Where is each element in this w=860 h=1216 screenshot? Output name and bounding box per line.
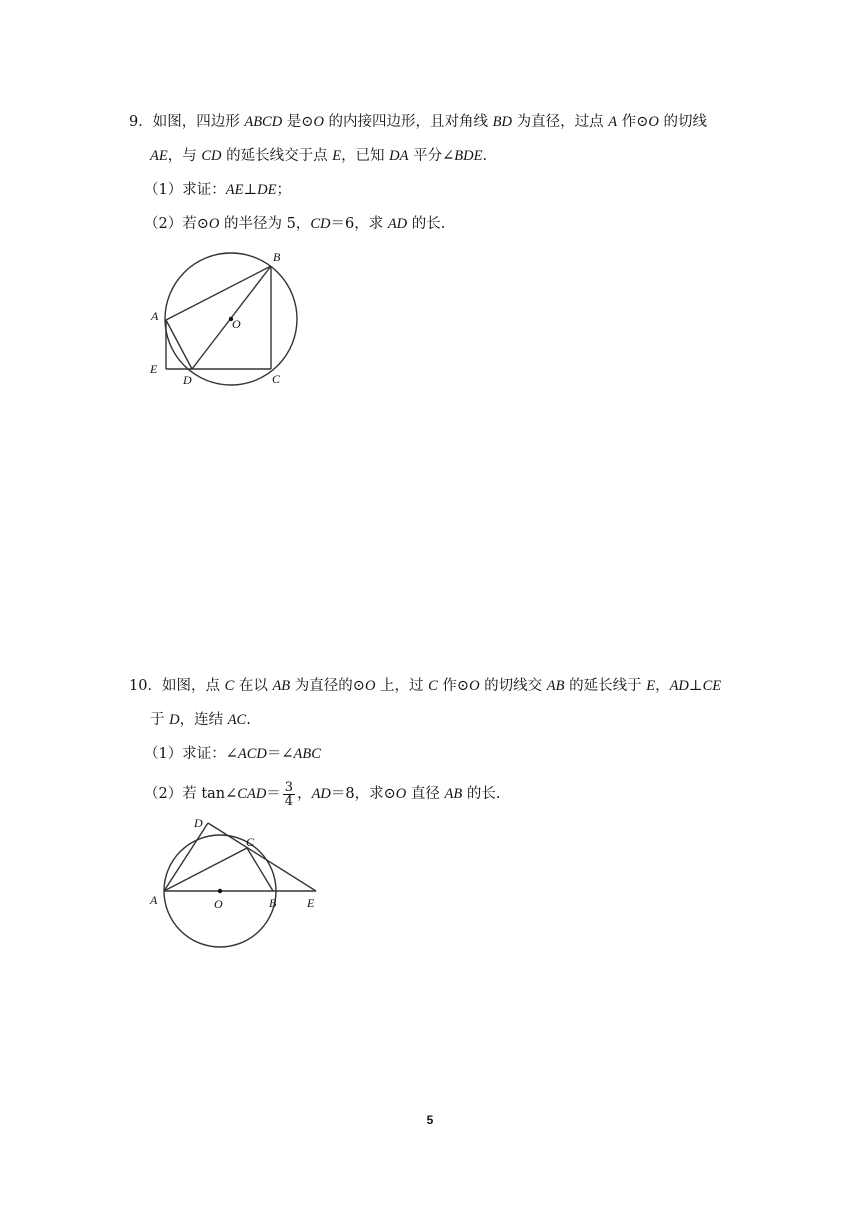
q9-part1: （1）求证：AE⊥DE； xyxy=(144,182,291,198)
q9-label-O: O xyxy=(232,317,241,331)
q10-line-DE xyxy=(208,823,316,891)
q10-label-D: D xyxy=(194,816,203,830)
q10-label-C: C xyxy=(246,835,255,849)
q9-label-C: C xyxy=(272,372,281,386)
q10-center-point xyxy=(218,889,222,893)
q10-figure xyxy=(140,812,340,952)
q9-label-A: A xyxy=(151,309,159,323)
q10-label-B: B xyxy=(269,896,277,910)
q9-part2: （2）若⊙O 的半径为 5，CD＝6，求 AD 的长. xyxy=(144,216,446,232)
q9-label-B: B xyxy=(273,250,281,264)
q10-part2: （2）若 tan∠CAD＝ $\frac{3}{4}$ ，AD＝8，求⊙O 直径 AB 的长. xyxy=(144,779,501,809)
q10-line-AC xyxy=(164,848,247,891)
tan-fraction: $\frac{3}{4}$ xyxy=(284,779,294,809)
q9-figure xyxy=(140,244,310,394)
q9-stem-line2: AE，与 CD 的延长线交于点 E，已知 DA 平分∠BDE. xyxy=(150,148,488,164)
page-number: 5 xyxy=(426,1113,434,1127)
q10-line-AD xyxy=(164,823,208,891)
q10-stem-line2: 于 D，连结 AC. xyxy=(150,712,251,728)
q9-label-E: E xyxy=(150,362,158,376)
q9-label-D: D xyxy=(183,373,192,387)
q10-label-A: A xyxy=(150,893,158,907)
q10-line-CB xyxy=(247,848,273,891)
q10-part1: （1）求证：∠ACD＝∠ABC xyxy=(144,746,321,762)
q9-stem-line1: 9．如图，四边形 ABCD 是⊙O 的内接四边形，且对角线 BD 为直径，过点 A 作⊙O 的切线 xyxy=(129,114,707,130)
q10-label-E: E xyxy=(307,896,315,910)
q10-label-O: O xyxy=(214,897,223,911)
q10-stem-line1: 10．如图，点 C 在以 AB 为直径的⊙O 上，过 C 作⊙O 的切线交 AB 的延长线于 E，AD⊥CE xyxy=(129,678,722,694)
